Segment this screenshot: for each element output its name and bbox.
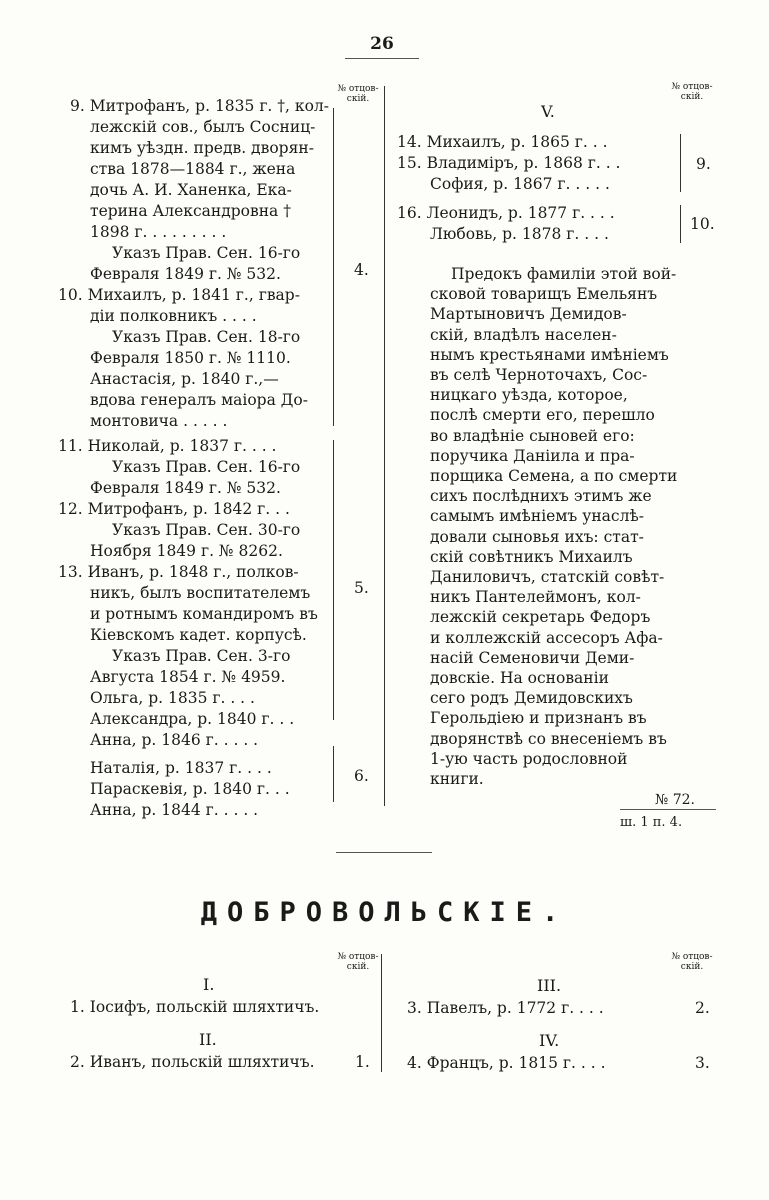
paragraph-line: порщика Семена, а по смерти xyxy=(430,467,678,485)
paragraph-line: въ селѣ Черноточахъ, Сос- xyxy=(430,366,648,384)
paragraph-line: самымъ имѣніемъ унаслѣ- xyxy=(430,507,645,526)
bracket xyxy=(333,440,334,720)
record-location: ш. 1 п. 4. xyxy=(620,815,683,830)
paragraph-line: довскіе. На основаніи xyxy=(430,669,609,687)
entry-line: 2. Иванъ, польскій шляхтичъ. xyxy=(70,1053,315,1071)
entry-line: Указъ Прав. Сен. 16-го xyxy=(112,244,301,262)
father-number: 4. xyxy=(354,261,369,279)
paragraph-line: сковой товарищъ Емельянъ xyxy=(430,285,658,304)
section-number: III. xyxy=(537,976,562,995)
paragraph-line: лежскій секретарь Федоръ xyxy=(430,608,651,627)
paragraph-line: Предокъ фамиліи этой вой- xyxy=(451,265,677,283)
entry-line: 4. Францъ, р. 1815 г. . . . xyxy=(407,1054,606,1072)
paragraph-line: послѣ смерти его, перешло xyxy=(430,406,655,425)
paragraph-line: сего родъ Демидовскихъ xyxy=(430,689,633,708)
entry-line: и ротнымъ командиромъ въ xyxy=(90,605,318,623)
father-number: 10. xyxy=(690,215,715,233)
entry-line: 1. Іосифъ, польскій шляхтичъ. xyxy=(70,998,320,1016)
family-title: ДОБРОВОЛЬСКІЕ. xyxy=(200,897,569,928)
paragraph-line: поручика Даніила и пра- xyxy=(430,446,635,465)
bracket xyxy=(333,108,334,426)
paragraph-line: во владѣніе сыновей его: xyxy=(430,426,635,445)
entry-line: Февраля 1850 г. № 1110. xyxy=(90,349,291,367)
entry-line: лежскій сов., былъ Сосниц- xyxy=(90,118,316,136)
father-col-header-right: № отцов-скій. xyxy=(671,82,713,102)
section-number: I. xyxy=(203,975,215,994)
entry-line: 1898 г. . . . . . . . . xyxy=(90,223,227,241)
entry-line: діи полковникъ . . . . xyxy=(90,307,257,325)
entry-line: монтовича . . . . . xyxy=(90,412,228,430)
entry-line: Любовь, р. 1878 г. . . . xyxy=(430,225,609,243)
paragraph-line: Мартыновичъ Демидов- xyxy=(430,305,627,324)
paragraph-line: сихъ послѣднихъ этимъ же xyxy=(430,487,652,506)
father-number: 1. xyxy=(355,1053,370,1071)
paragraph-line: довали сыновья ихъ: стат- xyxy=(430,527,644,546)
bracket xyxy=(680,134,681,192)
entry-line: 11. Николай, р. 1837 г. . . . xyxy=(58,437,277,455)
paragraph-line: Герольдіею и признанъ въ xyxy=(430,709,647,728)
entry-line: Указъ Прав. Сен. 30-го xyxy=(112,521,301,539)
paragraph-line: нымъ крестьянами имѣніемъ xyxy=(430,345,669,364)
paragraph-line: и коллежскій ассесоръ Афа- xyxy=(430,628,663,647)
entry-line: никъ, былъ воспитателемъ xyxy=(90,584,311,602)
father-col-header-right: № отцов-скій. xyxy=(671,952,713,972)
entry-line: Кіевскомъ кадет. корпусѣ. xyxy=(90,626,307,644)
entry-line: кимъ уѣздн. предв. дворян- xyxy=(90,139,314,157)
entry-line: 13. Иванъ, р. 1848 г., полков- xyxy=(58,563,299,581)
entry-line: ства 1878—1884 г., жена xyxy=(90,160,296,178)
entry-line: Анастасія, р. 1840 г.,— xyxy=(90,370,279,388)
entry-line: Параскевія, р. 1840 г. . . xyxy=(90,780,290,798)
left-col-divider xyxy=(384,86,385,806)
father-number: 3. xyxy=(695,1054,710,1072)
entry-line: 14. Михаилъ, р. 1865 г. . . xyxy=(397,133,608,151)
page-number: 26 xyxy=(370,34,394,54)
entry-line: Указъ Прав. Сен. 3-го xyxy=(112,647,291,665)
paragraph-line: Даниловичъ, статскій совѣт- xyxy=(430,568,665,586)
header-rule xyxy=(345,58,419,59)
section-number: IV. xyxy=(539,1031,560,1050)
entry-line: дочь А. И. Ханенка, Ека- xyxy=(90,181,292,199)
section-rule xyxy=(620,809,716,810)
entry-line: терина Александровна † xyxy=(90,202,291,220)
father-number: 2. xyxy=(695,999,710,1017)
bracket xyxy=(333,746,334,802)
paragraph-line: 1-ую часть родословной xyxy=(430,749,628,768)
paragraph-line: насій Семеновичи Деми- xyxy=(430,648,635,667)
entry-line: Анна, р. 1844 г. . . . . xyxy=(90,801,259,819)
father-col-header-left: № отцов-скій. xyxy=(337,84,379,104)
father-number: 5. xyxy=(354,579,369,597)
entry-line: 10. Михаилъ, р. 1841 г., гвар- xyxy=(58,286,300,304)
bracket xyxy=(680,205,681,243)
section-number: V. xyxy=(541,102,555,121)
entry-line: Февраля 1849 г. № 532. xyxy=(90,479,281,497)
record-number: № 72. xyxy=(655,792,695,808)
entry-line: Указъ Прав. Сен. 16-го xyxy=(112,458,301,476)
paragraph-line: дворянствѣ со внесеніемъ въ xyxy=(430,729,667,748)
father-col-header-left: № отцов-скій. xyxy=(337,952,379,972)
paragraph-line: никъ Пантелеймонъ, кол- xyxy=(430,588,641,607)
paragraph-line: ницкаго уѣзда, которое, xyxy=(430,386,628,405)
paragraph-line: скій, владѣлъ населен- xyxy=(430,325,617,344)
entry-line: София, р. 1867 г. . . . . xyxy=(430,175,610,193)
entry-line: Ольга, р. 1835 г. . . . xyxy=(90,689,255,707)
entry-line: Указъ Прав. Сен. 18-го xyxy=(112,328,301,346)
entry-line: 15. Владиміръ, р. 1868 г. . . xyxy=(397,154,621,172)
entry-line: вдова генералъ маіора До- xyxy=(90,391,308,409)
entry-line: Анна, р. 1846 г. . . . . xyxy=(90,731,259,749)
entry-line: Наталія, р. 1837 г. . . . xyxy=(90,759,272,777)
father-number: 6. xyxy=(354,767,369,785)
entry-line: 12. Митрофанъ, р. 1842 г. . . xyxy=(58,500,290,518)
entry-line: Февраля 1849 г. № 532. xyxy=(90,265,281,283)
paragraph-line: скій совѣтникъ Михаилъ xyxy=(430,547,633,566)
entry-line: 9. Митрофанъ, р. 1835 г. †, кол- xyxy=(70,97,329,115)
mid-rule xyxy=(336,852,432,853)
bottom-col-divider xyxy=(381,954,382,1072)
paragraph-line: книги. xyxy=(430,770,484,788)
entry-line: Ноября 1849 г. № 8262. xyxy=(90,542,283,560)
entry-line: Александра, р. 1840 г. . . xyxy=(90,710,295,728)
entry-line: 16. Леонидъ, р. 1877 г. . . . xyxy=(397,204,615,222)
entry-line: Августа 1854 г. № 4959. xyxy=(90,668,286,686)
father-number: 9. xyxy=(696,155,711,173)
entry-line: 3. Павелъ, р. 1772 г. . . . xyxy=(407,999,604,1017)
section-number: II. xyxy=(199,1030,217,1049)
